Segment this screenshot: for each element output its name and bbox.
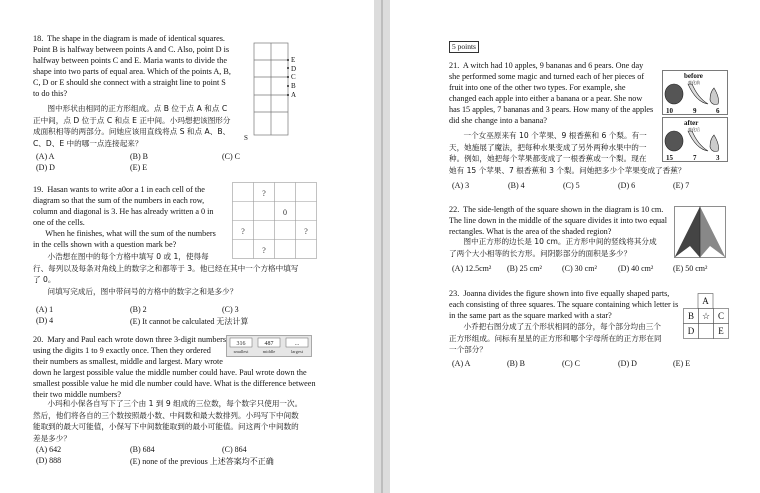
q23-letter-b: B [687,311,695,321]
q18-option-e[interactable]: (E) E [130,163,148,172]
q23-option-a[interactable]: (A) A [452,359,471,368]
q21-english-text: 21. A witch had 10 apples, 9 bananas and 6 pears. One day she performed some magic and turned each of her pieces of fruit into one of the other two types. For example, she changed each apple into either a banana or a pear. She now has 15 apples, 7 bananas and 3 pears. How many of the apples did she change into a banana? [449,61,654,125]
q21-option-c[interactable]: (C) 5 [563,181,580,190]
q19-option-b[interactable]: (B) 2 [130,305,147,314]
q19-cell-question: ? [241,227,245,236]
q20-option-d[interactable]: (D) 888 [36,456,62,465]
section-badge: 5 points [449,41,479,53]
q18-option-b[interactable]: (B) B [130,152,148,161]
q19-chinese-text: 小浩想在图中的每个方格中填写 0 或 1，使得每 行、每列以及每条对角线上的数字之和都等于 3。他已经在其中一个方格中填写 了 0。 问填写完成后，图中带问号的方格中的数字之和是多少？ [33,252,299,296]
q21-after-bananas: 7 [693,154,697,162]
q23-option-c[interactable]: (C) C [562,359,580,368]
q19-grid-diagram [232,182,322,262]
left-page [0,0,374,493]
q22-english-text: 22. The side-length of the square shown in the diagram is 10 cm. The line down in the middle of the square divides it into two equal rectangles. What is the area of the shaded region? [449,205,668,236]
q21-before-apples: 10 [666,107,673,115]
q23-letter-grid [683,293,729,341]
q20-caption-largest: largest [291,349,303,354]
q23-chinese-text: 小乔把右图分成了五个形状相同的部分，每个部分均由三个 正方形组成。问标有星星的正方形和哪个字母所在的正方形在同 一个部分？ [449,322,662,354]
q22-option-b[interactable]: (B) 25 cm² [507,264,542,273]
q19-cell-question: ? [304,227,308,236]
q18-label-s: S [244,134,248,142]
q21-option-d[interactable]: (D) 6 [618,181,636,190]
q23-option-b[interactable]: (B) B [507,359,525,368]
q23-letter-d: D [687,326,695,336]
q18-label-b: B [291,82,296,90]
q22-chinese-text: 图中正方形的边长是 10 cm。正方形中间的竖线将其分成 了两个大小相等的长方形。问阴影部分的面积是多少？ [449,237,657,258]
q19-option-e[interactable]: (E) It cannot be calculated 无法计算 [130,317,249,326]
q23-option-d[interactable]: (D) D [618,359,637,368]
q20-option-a[interactable]: (A) 642 [36,445,62,454]
q21-chinese-text: 一个女巫原来有 10 个苹果、9 根香蕉和 6 个梨。有一 天，她施展了魔法，把每种水果变成了另外两种水果中的一 种。例如，她把每个苹果都变成了一根香蕉或一个梨。现在 她有 15 个苹果、7 根香蕉和 3 个梨。问她把多少个苹果变成了香蕉？ [449,131,686,175]
q21-after-title: after [684,119,699,127]
q19-option-d[interactable]: (D) 4 [36,316,54,325]
q23-english-text: 23. Joanna divides the figure shown into five equally shaped parts, each consisting of three squares. The square containing which letter is in the same part as the square marked with a star? [449,289,679,320]
q18-point-e [287,59,289,61]
q22-option-e[interactable]: (E) 50 cm² [673,264,708,273]
q19-option-c[interactable]: (C) 3 [222,305,239,314]
q18-label-c: C [291,73,296,81]
q20-number-boxes [226,335,312,357]
q18-diagram [244,40,310,142]
q20-caption-middle: middle [262,349,276,354]
q19-option-a[interactable]: (A) 1 [36,305,54,314]
gutter-line [381,0,383,493]
q20-box-largest: ... [294,341,300,347]
q21-before-bananas: 9 [693,107,697,115]
q21-before-pears: 6 [716,107,720,115]
q23-option-e[interactable]: (E) E [673,359,691,368]
q18-english-text: 18. The shape in the diagram is made of identical squares. Point B is halfway between points A and C. Also, point D is halfway between points C and E. Maria wants to divide the shape into two parts of equal area. Which of the points A, B, C, D or E should she connect with a straight line to point S to do this? [33,34,231,98]
q21-before-title: before [684,72,703,80]
q21-option-a[interactable]: (A) 3 [452,181,470,190]
q21-before-subtitle: 变化前 [688,80,700,85]
q19-english-text: 19. Hasan wants to write a0or a 1 in each cell of the diagram so that the sum of the numbers in each row, column and diagonal is 3. He has already written a 0 in one of the cells. When he finishes, what will the sum of the numbers in the cells shown with a question mark be? [33,185,216,249]
q18-label-e: E [291,56,296,64]
q20-caption-smallest: smallest [233,349,249,354]
q23-letter-a: A [702,296,709,306]
page-gutter [374,0,390,493]
q20-option-e[interactable]: (E) none of the previous 上述答案均不正确 [130,457,274,466]
q21-fruit-diagram [662,70,728,162]
q20-english-text: 20. Mary and Paul each wrote down three 3-digit numbers using the digits 1 to 9 exactly once. Then they ordered their numbers as smallest, middle and largest. Mary wrote down he largest possible value the middle number could have. Paul wrote down the smallest possible value he mid dle number could have. What is the difference between their two middle numbers? [33,335,316,399]
right-page [390,0,760,493]
q19-cell-zero: 0 [283,208,287,217]
q23-letter-c: C [717,311,725,321]
q22-option-a[interactable]: (A) 12.5cm² [452,264,492,273]
q20-option-b[interactable]: (B) 684 [130,445,155,454]
q22-option-d[interactable]: (D) 40 cm² [618,264,654,273]
q23-star: ☆ [701,311,711,321]
q20-chinese-text: 小玛和小保各自写下了三个由 1 到 9 组成的三位数，每个数字只使用一次。 然后，他们将各自的三个数按照最小数、中间数和最大数排列。小玛写下中间数 能取到的最大可能值，小保写下中间数能取到的最小可能值。问这两个中间数的 差是多少？ [33,399,303,443]
q21-after-subtitle: 变化后 [688,127,700,132]
q18-label-d: D [291,65,297,73]
q18-chinese-text: 图中形状由相同的正方形组成。点 B 位于点 A 和点 C 正中间，点 D 位于点 C 和点 E 正中间。小玛想把该图形分 成面积相等的两部分。问她应该用直线将点 S 和点 A、B、 C、D、E 中的哪一点连接起来？ [33,104,231,148]
q22-shaded-square-diagram [674,206,726,258]
q19-cell-question: ? [262,246,266,255]
q23-letter-e: E [718,326,724,336]
q21-after-pears: 3 [716,154,720,162]
q18-option-a[interactable]: (A) A [36,152,55,161]
q18-point-d [287,67,289,69]
q22-option-c[interactable]: (C) 30 cm² [562,264,597,273]
q20-box-smallest: 316 [236,341,246,347]
q21-option-e[interactable]: (E) 7 [673,181,690,190]
q18-point-b [287,85,289,87]
q21-option-b[interactable]: (B) 4 [508,181,525,190]
q18-label-a: A [291,91,297,99]
q18-point-a [287,94,289,96]
q20-box-middle: 487 [264,341,274,347]
q18-point-c [287,76,289,78]
q18-option-d[interactable]: (D) D [36,163,55,172]
q19-cell-question: ? [262,189,266,198]
q18-option-c[interactable]: (C) C [222,152,240,161]
q20-option-c[interactable]: (C) 864 [222,445,247,454]
q21-after-apples: 15 [666,154,673,162]
